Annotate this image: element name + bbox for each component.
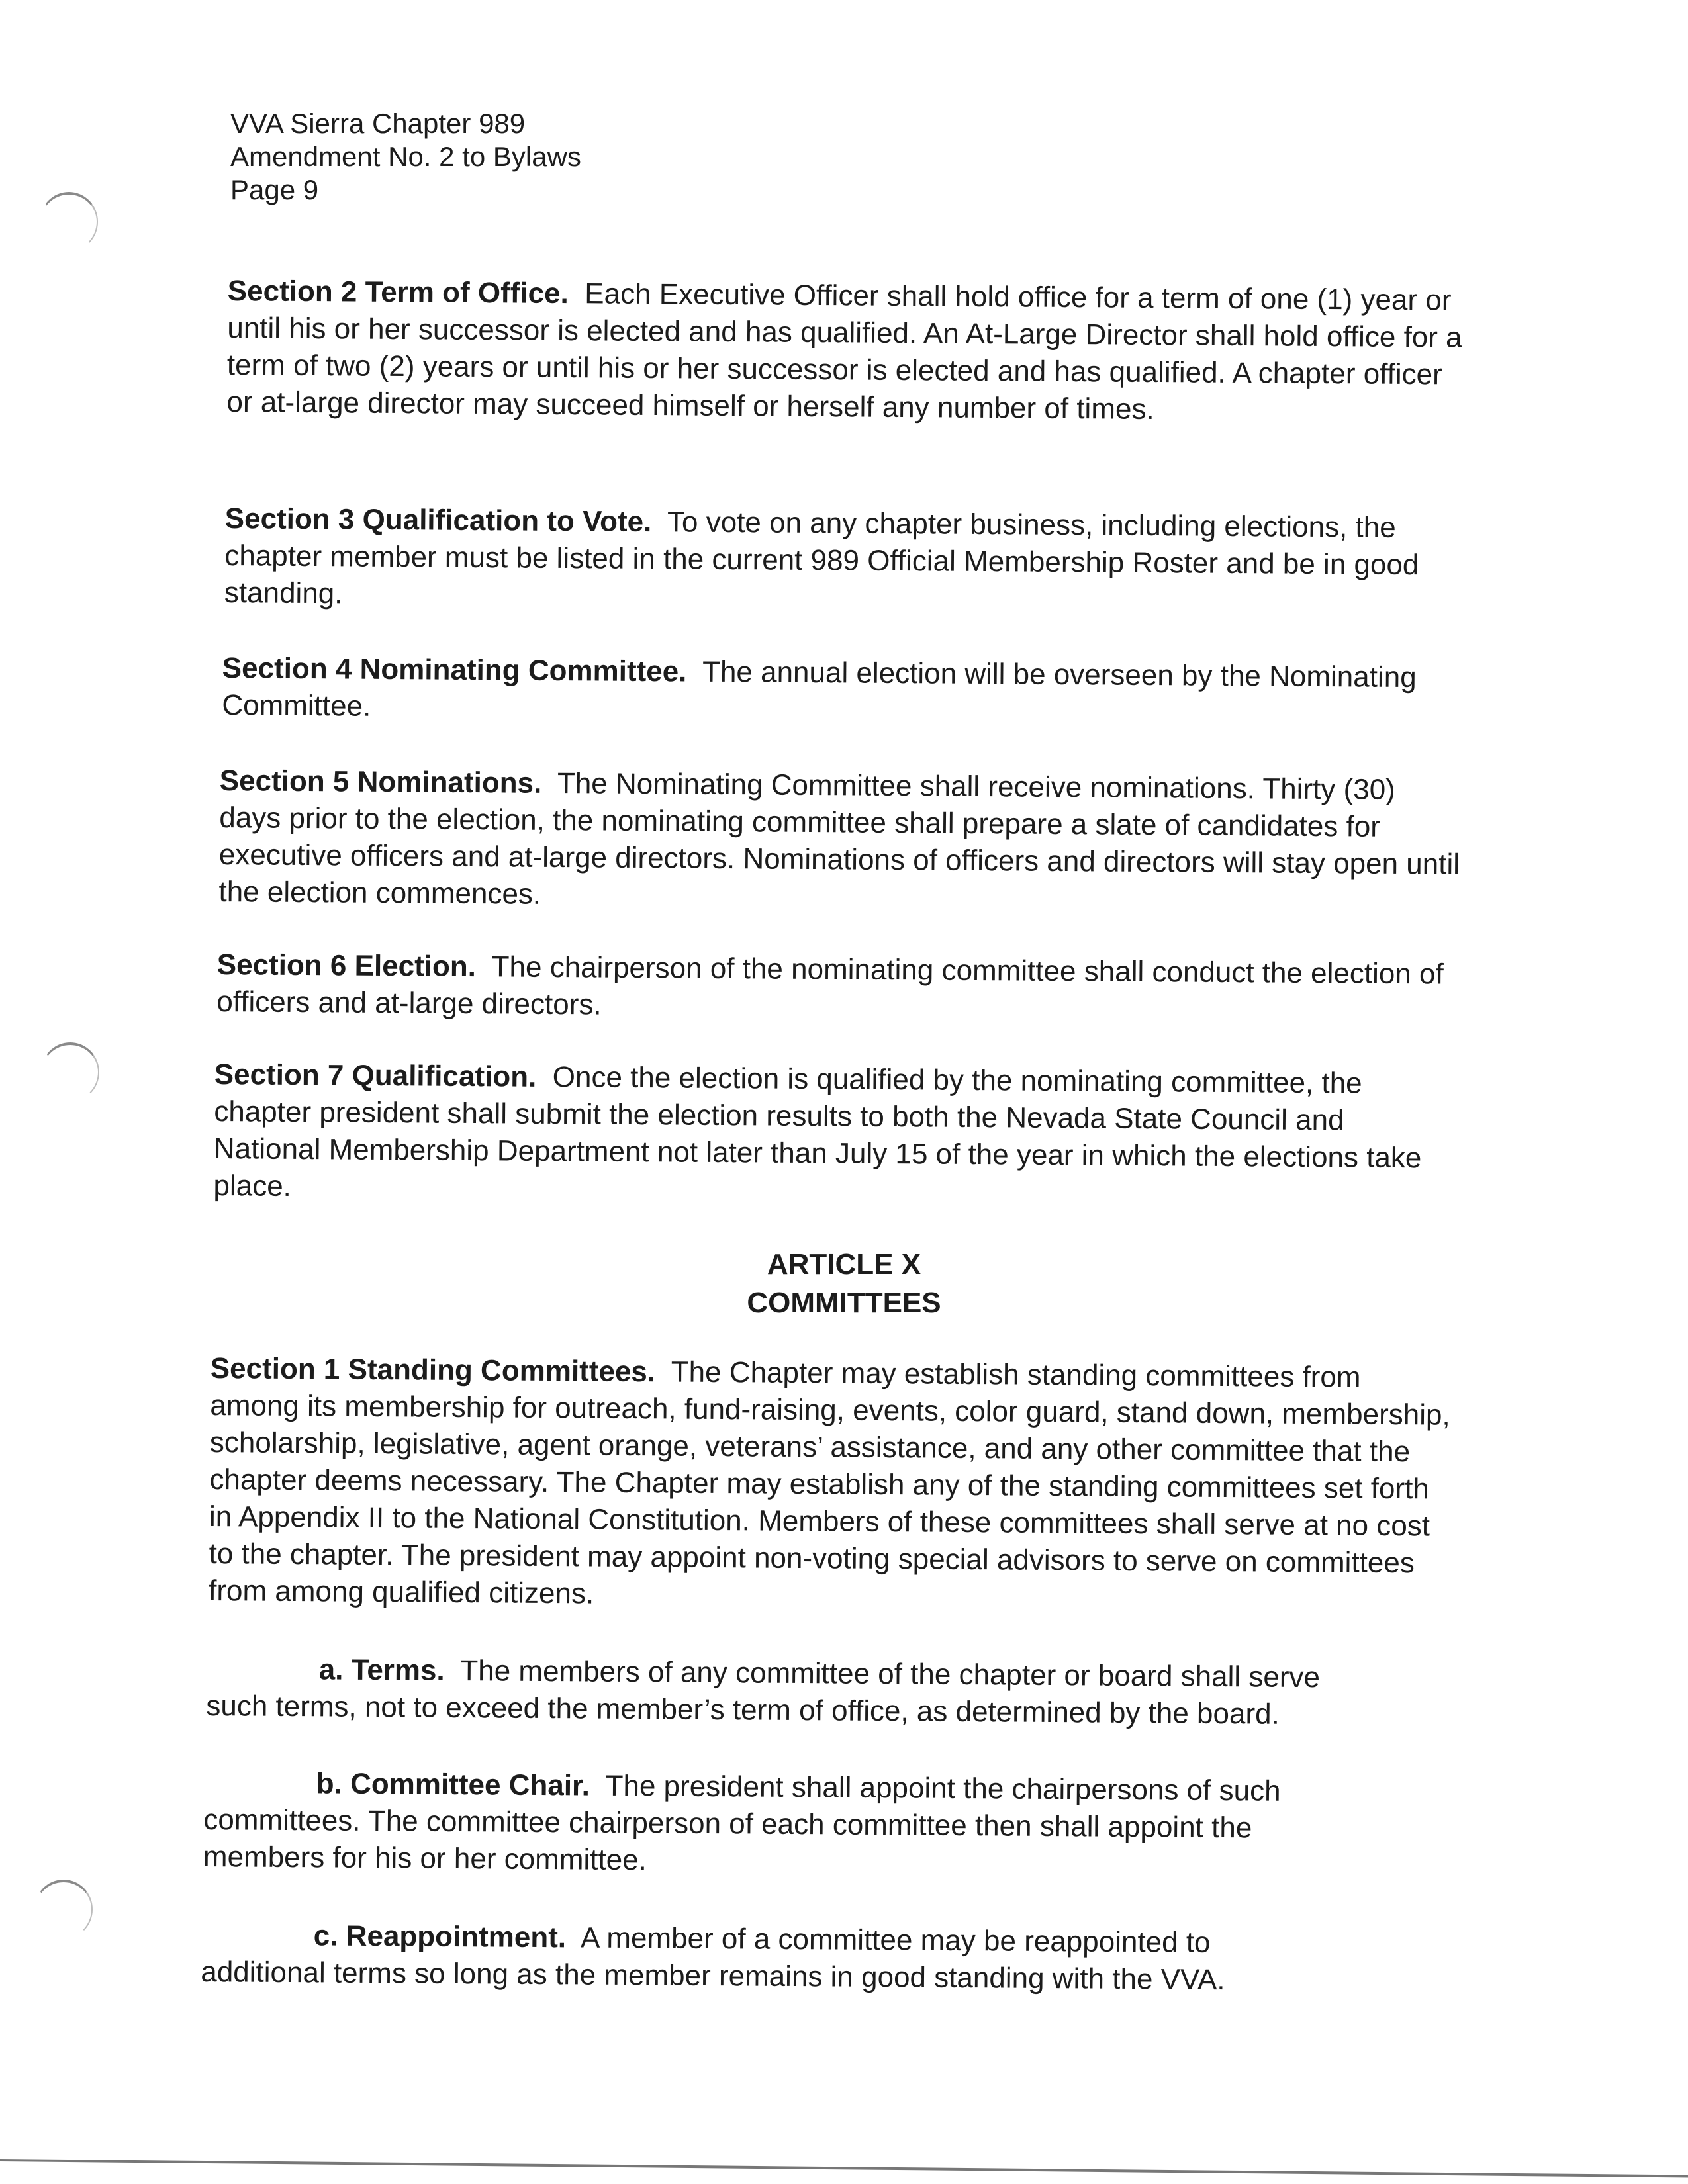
section-body: The annual election will be overseen by the Nominating Committee. [222,655,1417,723]
section-title: Section 2 Term of Office. [227,274,569,310]
section-qualification-to-vote [224,500,1470,621]
subsection-title: c. Reappointment. [313,1919,567,1954]
section-qualification [213,1056,1459,1214]
section-title: Section 3 Qualification to Vote. [224,502,652,539]
article-number: ARTICLE X [767,1248,921,1281]
subsection-title: b. Committee Chair. [316,1767,590,1802]
section-body: The Chapter may establish standing committees from among its membership for outreach, fund-raising, events, color guard, stand down, membership, scholarship, legislative, agent orange, veterans’ assistance, and any other committee that the chapter deems necessary. The Chapter may establish any of the standing committees set forth in Appendix II to the National Constitution. Members of these committees shall serve at no cost to the chapter. The president may appoint non-voting special advisors to serve on committees from among qualified citizens. [208,1355,1450,1610]
subsection-committee-chair [203,1764,1342,1885]
article-title: COMMITTEES [747,1287,941,1319]
section-body: Once the election is qualified by the nominating committee, the chapter president shall submit the election results to both the Nevada State Council and National Membership Department not later than July 15 of the year in which the elections take place. [213,1061,1422,1203]
section-body: The chairperson of the nominating committee shall conduct the election of officers and at-large directors. [216,950,1444,1021]
header-chapter: VVA Sierra Chapter 989 [230,108,526,139]
section-title: Section 4 Nominating Committee. [222,651,687,688]
section-body: The Nominating Committee shall receive nominations. Thirty (30) days prior to the election, the nominating committee shall prepare a slate of candidates for executive officers and at-large directors. Nominations of officers and directors will stay open until the election commences. [218,767,1460,911]
section-title: Section 6 Election. [216,948,477,983]
section-title: Section 1 Standing Committees. [210,1351,656,1388]
section-election [216,946,1462,1030]
punch-hole-bottom [34,1880,93,1939]
subsection-body: A member of a committee may be reappointed to additional terms so long as the member remains in good standing with the VVA. [201,1921,1225,1997]
header-amendment: Amendment No. 2 to Bylaws [230,141,581,172]
section-body: Each Executive Officer shall hold office for a term of one (1) year or until his or her successor is elected and has qualified. An At-Large Director shall hold office for a term of two (2) years or until his or her successor is elected and has qualified. A chapter officer or at-large director may succeed himself or herself any number of times. [226,277,1462,426]
section-nominating-committee [222,650,1467,734]
page-header [230,107,581,206]
section-title: Section 7 Qualification. [214,1058,537,1093]
subsection-title: a. Terms. [318,1653,445,1687]
section-term-of-office [226,273,1472,431]
punch-hole-top [40,192,98,251]
subsection-body: The president shall appoint the chairpersons of such committees. The committee chairperson of each committee then shall appoint the members for his or her committee. [203,1769,1281,1877]
section-body: To vote on any chapter business, including elections, the chapter member must be listed in the current 989 Official Membership Roster and be in good standing. [224,506,1419,610]
subsection-reappointment [201,1917,1340,2000]
punch-hole-middle [41,1042,99,1102]
subsection-body: The members of any committee of the chapter or board shall serve such terms, not to exceed the member’s term of office, as determined by the board. [206,1655,1321,1731]
scan-edge-line [0,2159,1688,2178]
section-standing-committees [209,1350,1455,1619]
subsection-terms [206,1651,1345,1734]
header-page-number: Page 9 [230,174,319,205]
section-nominations [218,762,1464,921]
section-title: Section 5 Nominations. [219,764,542,799]
article-heading [0,1246,1688,1322]
